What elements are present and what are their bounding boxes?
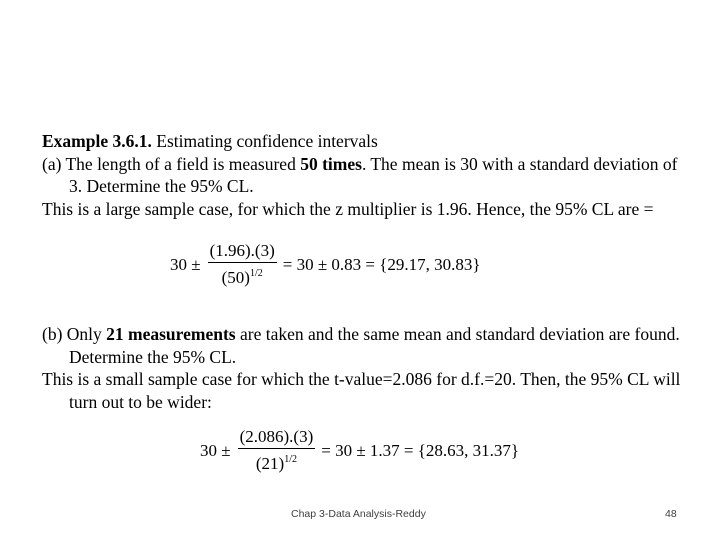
part-b-eq-numerator: (2.086).(3)	[238, 428, 316, 449]
part-b-question-post: are taken and the same mean and standard deviation are found. Determine the 95% CL.	[69, 324, 680, 367]
part-a-eq-fraction	[208, 242, 277, 287]
part-b-question-pre: (b) Only	[42, 324, 107, 344]
example-title	[42, 130, 682, 153]
part-b-eq-lhs: 30 ±	[200, 440, 231, 460]
part-a-eq-denominator	[222, 263, 263, 287]
part-b-question	[42, 323, 682, 368]
part-b-question-bold: 21 measurements	[106, 324, 236, 344]
footer-text: Chap 3-Data Analysis-Reddy	[291, 508, 426, 520]
part-a-question-bold: 50 times	[300, 153, 362, 174]
part-b-eq-denominator-exp: 1/2	[284, 454, 297, 465]
part-a-eq-denominator-exp: 1/2	[249, 268, 263, 279]
part-b-answer: This is a small sample case for which the t-value=2.086 for d.f.=20. Then, the 95% CL will turn out to be wider:	[42, 369, 681, 412]
example-title-bold: Example 3.6.1.	[42, 131, 152, 151]
part-a-question	[42, 153, 682, 198]
part-a-answer: This is a large sample case, for which the z multiplier is 1.96. Hence, the 95% CL are =	[42, 198, 654, 219]
part-b-eq-denominator	[256, 449, 297, 473]
part-b-eq-denominator-base: (21)	[255, 454, 285, 473]
part-a-eq-numerator: (1.96).(3)	[208, 242, 277, 263]
part-a-eq-rhs: = 30 ± 0.83 = {29.17, 30.83}	[282, 254, 481, 274]
part-b-eq-rhs: = 30 ± 1.37 = {28.63, 31.37}	[321, 440, 520, 460]
part-a-question-pre: (a) The length of a field is measured	[42, 153, 301, 174]
part-b-equation	[200, 428, 519, 473]
part-b-eq-fraction	[238, 428, 316, 473]
part-a-equation	[170, 242, 481, 287]
example-title-text: Estimating confidence intervals	[151, 131, 378, 151]
part-a-eq-lhs: 30 ±	[170, 254, 201, 274]
part-b-block	[42, 323, 682, 413]
page-number: 48	[665, 508, 677, 520]
slide-content	[42, 130, 682, 220]
part-a-question-post: . The mean is 30 with a standard deviation of 3. Determine the 95% CL.	[69, 153, 678, 196]
part-a-eq-denominator-base: (50)	[221, 268, 250, 287]
